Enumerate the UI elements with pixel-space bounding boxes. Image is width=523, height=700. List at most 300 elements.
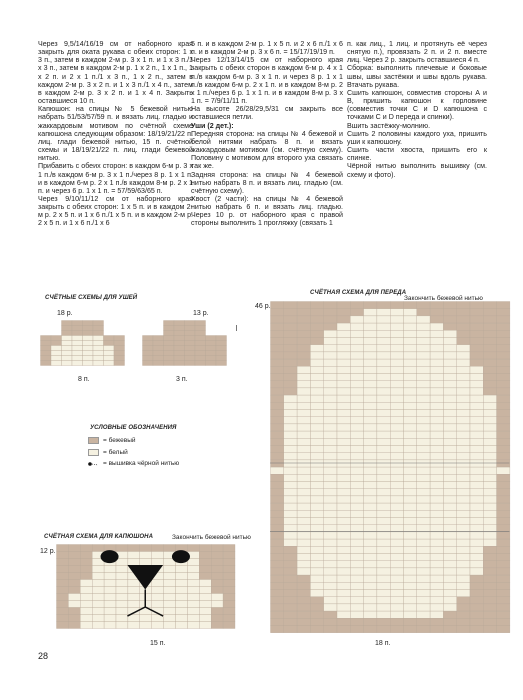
front-cell (483, 568, 496, 575)
front-cell (377, 546, 390, 553)
hood-cell (92, 615, 104, 622)
front-cell (443, 503, 456, 510)
hood-cell (128, 559, 140, 566)
front-cell (443, 626, 456, 633)
front-cell (417, 575, 430, 582)
front-cell (430, 446, 443, 453)
text-column-1 (38, 40, 193, 228)
front-cell (324, 302, 337, 309)
front-cell (284, 366, 297, 373)
hood-cell (80, 601, 92, 608)
front-cell (284, 388, 297, 395)
hood-cell (199, 559, 211, 566)
front-cell (324, 518, 337, 525)
hood-cell (80, 552, 92, 559)
front-cell (297, 388, 310, 395)
ear-front-cell (93, 356, 104, 361)
ear-back-cell (174, 331, 185, 336)
front-cell (443, 330, 456, 337)
front-cell (377, 474, 390, 481)
front-cell (404, 503, 417, 510)
front-cell (457, 482, 470, 489)
front-cell (497, 338, 510, 345)
front-cell (417, 388, 430, 395)
front-cell (310, 460, 323, 467)
front-cell (297, 532, 310, 539)
front-cell (483, 618, 496, 625)
front-cell (350, 366, 363, 373)
front-cell (390, 626, 403, 633)
front-cell (417, 309, 430, 316)
front-cell (377, 395, 390, 402)
hood-cell (57, 608, 69, 615)
front-cell (377, 561, 390, 568)
ear-back-cell (216, 356, 227, 361)
paragraph: Сшить части хвоста, пришить его к спинке. (347, 146, 487, 163)
ear-front-cell (83, 351, 94, 356)
hood-cell (176, 594, 188, 601)
front-cell (350, 518, 363, 525)
eye-icon (101, 550, 119, 563)
hood-cell (140, 559, 152, 566)
front-cell (470, 388, 483, 395)
ear-front-cell (104, 351, 115, 356)
front-cell (390, 489, 403, 496)
front-cell (377, 460, 390, 467)
front-cell (337, 381, 350, 388)
front-cell (297, 338, 310, 345)
front-cell (284, 482, 297, 489)
front-cell (297, 626, 310, 633)
legend-embroidery (88, 460, 179, 467)
front-cell (350, 575, 363, 582)
front-cell (390, 330, 403, 337)
ear-back-cell (143, 341, 154, 346)
ear-front-cell (93, 336, 104, 341)
front-cell (470, 460, 483, 467)
front-cell (377, 539, 390, 546)
front-cell (497, 359, 510, 366)
front-cell (350, 604, 363, 611)
paragraph: Вшить застёжку-молнию. (347, 121, 431, 130)
ear-back-cell (195, 356, 206, 361)
front-cell (457, 388, 470, 395)
front-cell (350, 618, 363, 625)
ear-front-cell (62, 326, 73, 331)
front-cell (430, 431, 443, 438)
hood-cell (187, 573, 199, 580)
front-cell (497, 611, 510, 618)
front-cell (324, 597, 337, 604)
front-cell (337, 388, 350, 395)
front-cell (430, 345, 443, 352)
front-cell (430, 626, 443, 633)
front-rows-label: 46 р. (255, 303, 271, 310)
front-cell (377, 467, 390, 474)
front-cell (457, 309, 470, 316)
front-cell (310, 338, 323, 345)
front-cell (271, 338, 284, 345)
hood-cell (187, 615, 199, 622)
ear-back-cell (143, 351, 154, 356)
front-cell (483, 381, 496, 388)
front-cell (324, 402, 337, 409)
front-cell (337, 482, 350, 489)
front-cell (483, 597, 496, 604)
front-cell (417, 489, 430, 496)
ear-back-cell (174, 341, 185, 346)
front-cell (364, 474, 377, 481)
ear-back-cell (164, 346, 175, 351)
front-cell (470, 410, 483, 417)
front-cell (364, 590, 377, 597)
ear-back-cell (174, 321, 185, 326)
front-cell (310, 395, 323, 402)
front-cell (310, 611, 323, 618)
front-cell (483, 338, 496, 345)
front-cell (390, 525, 403, 532)
hood-cell (116, 615, 128, 622)
front-cell (337, 467, 350, 474)
front-cell (364, 366, 377, 373)
hood-cell (164, 566, 176, 573)
front-cell (377, 510, 390, 517)
front-cell (377, 582, 390, 589)
hood-cell (116, 566, 128, 573)
front-cell (470, 604, 483, 611)
front-cell (377, 359, 390, 366)
front-cell (483, 424, 496, 431)
front-cell (417, 626, 430, 633)
front-cell (364, 302, 377, 309)
front-cell (417, 474, 430, 481)
ear-back-cell (216, 351, 227, 356)
front-cell (377, 309, 390, 316)
ear-front-cell (93, 341, 104, 346)
front-cell (284, 525, 297, 532)
front-cell (390, 345, 403, 352)
front-cell (417, 323, 430, 330)
front-cell (443, 568, 456, 575)
front-cell (364, 554, 377, 561)
hood-cell (80, 545, 92, 552)
front-cell (443, 539, 456, 546)
front-cell (377, 446, 390, 453)
front-cell (271, 626, 284, 633)
front-cell (337, 590, 350, 597)
front-cell (284, 568, 297, 575)
front-cell (350, 503, 363, 510)
front-cell (364, 611, 377, 618)
front-cell (430, 374, 443, 381)
front-cell (430, 323, 443, 330)
front-cell (284, 611, 297, 618)
front-cell (430, 575, 443, 582)
front-cell (457, 561, 470, 568)
section-heading: Уши (2 дет.): (191, 121, 234, 130)
front-cell (443, 554, 456, 561)
front-cell (457, 402, 470, 409)
front-cell (377, 590, 390, 597)
front-cell (457, 417, 470, 424)
front-cell (377, 568, 390, 575)
front-cell (377, 330, 390, 337)
front-cell (337, 568, 350, 575)
front-cell (377, 618, 390, 625)
ear-front-cell (62, 351, 73, 356)
front-cell (364, 539, 377, 546)
front-cell (404, 525, 417, 532)
hood-chart (56, 544, 236, 629)
front-cell (284, 604, 297, 611)
front-cell (497, 597, 510, 604)
front-cell (470, 381, 483, 388)
front-cell (284, 374, 297, 381)
front-cell (443, 431, 456, 438)
hood-cell (92, 580, 104, 587)
front-cell (284, 561, 297, 568)
front-cell (324, 525, 337, 532)
front-cell (457, 474, 470, 481)
front-cell (390, 467, 403, 474)
front-cell (271, 539, 284, 546)
front-cell (350, 590, 363, 597)
front-cell (337, 518, 350, 525)
front-cell (377, 482, 390, 489)
front-cell (470, 309, 483, 316)
front-cell (443, 604, 456, 611)
front-cell (297, 518, 310, 525)
front-cell (297, 431, 310, 438)
hood-cell (128, 545, 140, 552)
front-cell (390, 611, 403, 618)
front-cell (443, 453, 456, 460)
front-cell (390, 438, 403, 445)
front-cell (350, 446, 363, 453)
front-cell (271, 309, 284, 316)
front-cell (364, 338, 377, 345)
front-cell (337, 503, 350, 510)
front-cell (364, 352, 377, 359)
hood-cell (57, 573, 69, 580)
ear-front-cell (51, 341, 62, 346)
front-cell (271, 374, 284, 381)
front-cell (390, 582, 403, 589)
front-cell (497, 460, 510, 467)
front-cell (443, 424, 456, 431)
front-cell (271, 316, 284, 323)
front-cell (284, 431, 297, 438)
paragraph: Задняя сторона: на спицы № 4 бежевой нитью набрать 8 п. и вязать лиц. гладью (см. счётную схему). (191, 170, 343, 195)
hood-cell (164, 601, 176, 608)
ear-back-cell (164, 361, 175, 366)
hood-cell (92, 573, 104, 580)
front-cell (404, 453, 417, 460)
hood-cell (128, 580, 140, 587)
front-cell (324, 352, 337, 359)
front-cell (390, 374, 403, 381)
front-cell (364, 626, 377, 633)
hood-cell (57, 615, 69, 622)
ear-front-cell (62, 361, 73, 366)
front-cell (404, 618, 417, 625)
hood-cell (223, 615, 235, 622)
front-cell (430, 302, 443, 309)
front-cell (430, 460, 443, 467)
hood-cell (68, 601, 80, 608)
front-cell (324, 410, 337, 417)
hood-cell (57, 566, 69, 573)
legend-white-label: = белый (103, 449, 128, 456)
front-cell (364, 518, 377, 525)
front-cell (457, 575, 470, 582)
hood-cell (140, 552, 152, 559)
front-cell (470, 345, 483, 352)
front-cell (457, 626, 470, 633)
front-cell (337, 474, 350, 481)
hood-cell (223, 566, 235, 573)
front-cell (337, 323, 350, 330)
front-cell (483, 316, 496, 323)
front-cell (430, 510, 443, 517)
front-cell (364, 309, 377, 316)
front-cell (284, 510, 297, 517)
paragraph: Через 12/13/14/15 см от наборного края закрыть с обеих сторон в каждом 6-м р. 4 х 1 п./в каждом 6-м р. 3 х 1 п. и через 8 р. 1 х 1 п./в каждом 6-м р. 2 х 1 п. и в каждом 8-м р. 2 х 1 п./через 6 р. 1 х 1 п. и в каждом 8-м р. 3 х 1 п. = 7/9/11/11 п. (191, 56, 343, 106)
ear-front-cell (72, 331, 83, 336)
paragraph: Сборка: выполнить плечевые и боковые швы, швы застёжки и швы вдоль рукава. Втачать рукава. (347, 64, 487, 89)
hood-cell (176, 587, 188, 594)
front-cell (324, 503, 337, 510)
hood-cell (211, 552, 223, 559)
front-cell (310, 554, 323, 561)
front-cell (457, 525, 470, 532)
front-cell (430, 309, 443, 316)
hood-cell (57, 552, 69, 559)
front-cell (457, 438, 470, 445)
hood-cell (116, 545, 128, 552)
ear-front-cell (114, 351, 125, 356)
ear-back-cell (185, 326, 196, 331)
ear-back-cell (206, 361, 217, 366)
front-cell (310, 582, 323, 589)
front-cell (310, 424, 323, 431)
front-cell (310, 597, 323, 604)
hood-cell (152, 559, 164, 566)
front-cell (337, 309, 350, 316)
front-cell (324, 381, 337, 388)
hood-cell (211, 608, 223, 615)
ear-back-cell (206, 341, 217, 346)
front-cell (404, 309, 417, 316)
front-cell (483, 431, 496, 438)
hood-cell (57, 559, 69, 566)
hood-cell (116, 601, 128, 608)
front-cell (364, 582, 377, 589)
front-cell (324, 446, 337, 453)
front-cell (443, 561, 456, 568)
front-cell (497, 345, 510, 352)
front-cell (297, 510, 310, 517)
front-cell (337, 410, 350, 417)
front-cell (404, 323, 417, 330)
front-cell (417, 539, 430, 546)
hood-cell (92, 608, 104, 615)
ear-back-cell (174, 351, 185, 356)
hood-cell (199, 545, 211, 552)
front-cell (404, 582, 417, 589)
front-cell (443, 496, 456, 503)
front-cell (443, 525, 456, 532)
front-cell (430, 316, 443, 323)
front-cell (443, 467, 456, 474)
ear-back-cell (143, 346, 154, 351)
hood-cell (104, 601, 116, 608)
hood-cell (92, 594, 104, 601)
ear-back-cell (185, 336, 196, 341)
front-cell (430, 438, 443, 445)
front-cell (297, 575, 310, 582)
legend-beige-label: = бежевый (103, 437, 136, 444)
ear-back-cell (185, 356, 196, 361)
front-cell (337, 561, 350, 568)
front-cell (404, 546, 417, 553)
hood-cell (223, 601, 235, 608)
hood-cell (68, 573, 80, 580)
front-cell (350, 489, 363, 496)
hood-chart-title: СЧЁТНАЯ СХЕМА ДЛЯ КАПЮШОНА (44, 534, 154, 540)
front-cell (297, 410, 310, 417)
hood-cell (152, 587, 164, 594)
hood-cell (187, 594, 199, 601)
hood-cell (223, 580, 235, 587)
front-cell (483, 323, 496, 330)
front-cell (390, 359, 403, 366)
hood-cell (223, 573, 235, 580)
front-cell (324, 604, 337, 611)
front-cell (430, 532, 443, 539)
front-cell (310, 381, 323, 388)
front-cell (417, 582, 430, 589)
ear-back-cell (164, 321, 175, 326)
front-cell (404, 568, 417, 575)
front-cell (271, 352, 284, 359)
front-cell (350, 309, 363, 316)
front-cell (364, 604, 377, 611)
front-cell (324, 590, 337, 597)
ear-back-cell (153, 356, 164, 361)
front-cell (390, 575, 403, 582)
hood-cell (92, 587, 104, 594)
front-cell (390, 446, 403, 453)
hood-cell (140, 622, 152, 629)
front-cell (390, 417, 403, 424)
hood-cell (199, 580, 211, 587)
front-cell (297, 417, 310, 424)
front-cell (443, 388, 456, 395)
text-column-3 (347, 40, 487, 179)
front-cell (337, 618, 350, 625)
front-cell (470, 338, 483, 345)
front-cell (310, 366, 323, 373)
front-cell (337, 316, 350, 323)
front-cell (364, 561, 377, 568)
front-cell (310, 575, 323, 582)
hood-cell (223, 594, 235, 601)
front-cell (470, 510, 483, 517)
hood-cell (57, 587, 69, 594)
ear-back-cell (206, 351, 217, 356)
front-cell (390, 431, 403, 438)
